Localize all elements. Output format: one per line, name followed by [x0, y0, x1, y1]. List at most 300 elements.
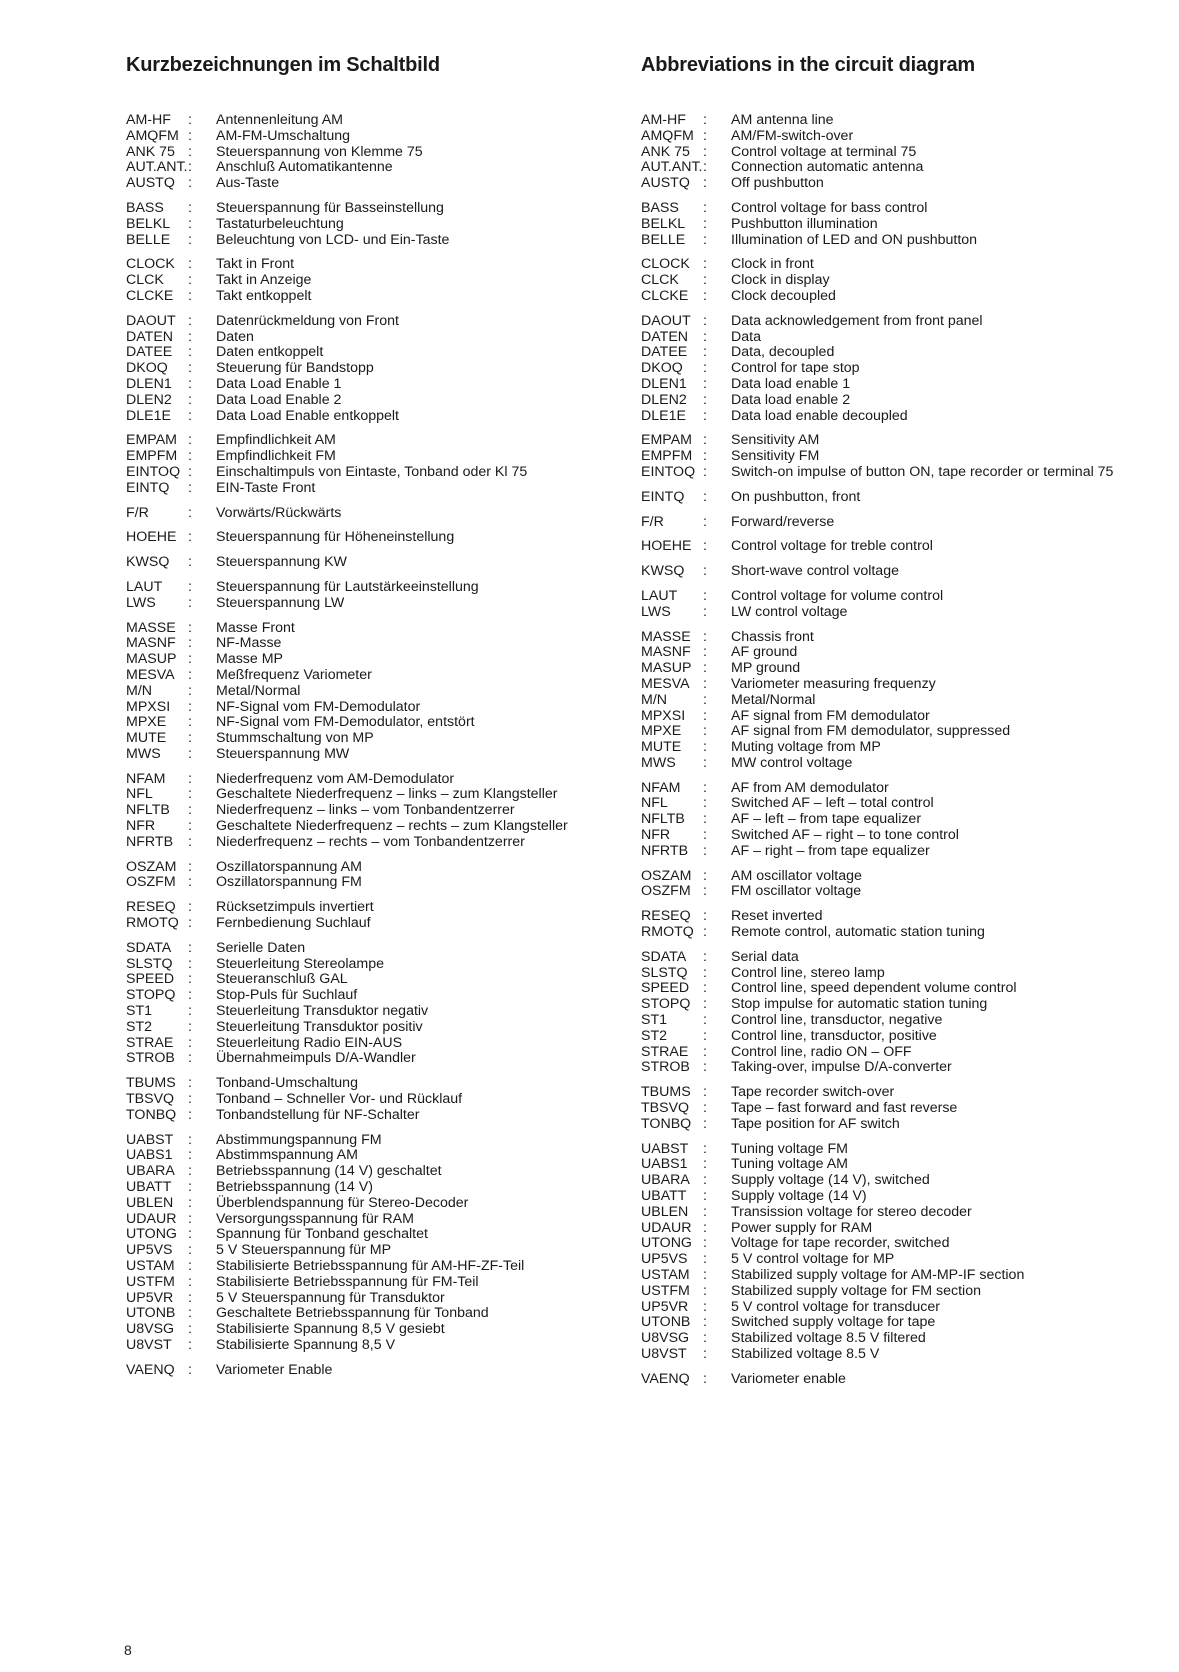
abbreviation-code: NFRTB [126, 833, 174, 850]
abbreviation-row [126, 1212, 626, 1228]
abbreviation-description: Control voltage at terminal 75 [731, 143, 917, 160]
abbreviation-description: Vorwärts/Rückwärts [216, 504, 342, 521]
abbreviation-description: Connection automatic antenna [731, 159, 924, 176]
abbreviation-row [126, 819, 626, 835]
abbreviation-description: Data load enable 1 [731, 375, 851, 392]
abbreviation-description: Data acknowledgement from front panel [731, 312, 983, 329]
separator: : [703, 1251, 707, 1268]
abbreviation-row [126, 1076, 626, 1092]
abbreviation-code: AM-HF [126, 112, 171, 128]
abbreviation-code: UTONB [641, 1314, 691, 1331]
separator: : [188, 874, 192, 891]
abbreviation-row [126, 433, 626, 449]
separator: : [188, 635, 192, 652]
separator: : [703, 964, 707, 981]
abbreviation-code: DATEE [641, 344, 688, 361]
abbreviation-description: Takt in Anzeige [216, 272, 312, 289]
abbreviation-code: KWSQ [641, 563, 685, 580]
abbreviation-code: DLEN1 [641, 375, 687, 392]
abbreviation-row [126, 652, 626, 668]
abbreviation-description: Steuerleitung Radio EIN-AUS [216, 1034, 403, 1051]
abbreviation-description: Meßfrequenz Variometer [216, 666, 372, 683]
abbreviation-description: Data load enable decoupled [731, 407, 908, 424]
abbreviation-code: BELLE [641, 231, 686, 248]
separator: : [703, 1345, 707, 1362]
abbreviation-group [641, 490, 1161, 506]
abbreviation-description: Clock decoupled [731, 287, 836, 304]
separator: : [188, 554, 192, 571]
separator: : [188, 1106, 192, 1123]
abbreviation-code: SPEED [126, 971, 175, 988]
abbreviation-row [641, 1205, 1161, 1221]
abbreviation-row [126, 145, 626, 161]
abbreviation-description: Tuning voltage FM [731, 1140, 848, 1157]
separator: : [703, 908, 707, 925]
abbreviation-row [641, 1085, 1161, 1101]
abbreviation-description: Steuerleitung Transduktor negativ [216, 1003, 429, 1020]
abbreviation-code: UDAUR [641, 1219, 692, 1236]
abbreviation-description: Variometer Enable [216, 1361, 333, 1378]
abbreviation-code: UBARA [641, 1172, 690, 1189]
abbreviation-code: NFR [641, 827, 671, 844]
abbreviation-code: MESVA [641, 675, 690, 692]
abbreviation-description: Steuerspannung für Höheneinstellung [216, 529, 455, 546]
separator: : [703, 256, 707, 273]
abbreviation-code: CLCKE [126, 287, 174, 304]
abbreviation-description: Stabilized supply voltage for FM section [731, 1282, 981, 1299]
separator: : [703, 754, 707, 771]
separator: : [188, 1003, 192, 1020]
abbreviation-description: FM oscillator voltage [731, 883, 862, 900]
separator: : [188, 818, 192, 835]
abbreviation-row [126, 803, 626, 819]
abbreviation-row [126, 1004, 626, 1020]
abbreviation-code: MASUP [641, 660, 692, 677]
abbreviation-row [126, 684, 626, 700]
abbreviation-description: Empfindlichkeit FM [216, 448, 336, 465]
abbreviation-code: NFAM [641, 779, 681, 796]
german-abbreviation-list [126, 113, 626, 1379]
abbreviation-row [126, 1108, 626, 1124]
separator: : [188, 328, 192, 345]
abbreviation-group [641, 113, 1161, 192]
abbreviation-description: Illumination of LED and ON pushbutton [731, 231, 978, 248]
abbreviation-description: Sensitivity FM [731, 448, 820, 465]
abbreviation-group [641, 314, 1161, 425]
separator: : [703, 360, 707, 377]
abbreviation-description: 5 V control voltage for transducer [731, 1298, 940, 1315]
abbreviation-row [641, 515, 1161, 531]
separator: : [188, 1147, 192, 1164]
abbreviation-row [126, 1363, 626, 1379]
abbreviation-group [641, 515, 1161, 531]
abbreviation-group [126, 1076, 626, 1123]
abbreviation-description: Übernahmeimpuls D/A-Wandler [216, 1050, 416, 1067]
separator: : [188, 745, 192, 762]
abbreviation-group [641, 564, 1161, 580]
separator: : [703, 644, 707, 661]
abbreviation-row [641, 1315, 1161, 1331]
abbreviation-row [126, 314, 626, 330]
abbreviation-group [126, 772, 626, 851]
abbreviation-row [126, 621, 626, 637]
abbreviation-code: U8VST [641, 1345, 687, 1362]
abbreviation-row [641, 605, 1161, 621]
abbreviation-description: AF from AM demodulator [731, 779, 889, 796]
abbreviation-description: Switched AF – left – total control [731, 795, 934, 812]
abbreviation-description: Tuning voltage AM [731, 1156, 848, 1173]
abbreviation-code: EINTQ [126, 479, 170, 496]
separator: : [703, 842, 707, 859]
abbreviation-code: SDATA [641, 948, 687, 965]
separator: : [703, 1298, 707, 1315]
abbreviation-description: AF – left – from tape equalizer [731, 811, 922, 828]
abbreviation-description: Tape recorder switch-over [731, 1084, 895, 1101]
abbreviation-code: F/R [641, 513, 664, 530]
abbreviation-description: Power supply for RAM [731, 1219, 873, 1236]
separator: : [703, 1172, 707, 1189]
abbreviation-row [641, 289, 1161, 305]
abbreviation-description: Überblendspannung für Stereo-Decoder [216, 1194, 469, 1211]
abbreviation-row [641, 1045, 1161, 1061]
abbreviation-row [126, 1148, 626, 1164]
abbreviation-code: UABST [126, 1131, 174, 1148]
abbreviation-row [641, 1221, 1161, 1237]
separator: : [703, 1282, 707, 1299]
abbreviation-description: Voltage for tape recorder, switched [731, 1235, 950, 1252]
separator: : [188, 899, 192, 916]
separator: : [188, 594, 192, 611]
abbreviation-description: Stummschaltung von MP [216, 730, 374, 747]
abbreviation-row [641, 377, 1161, 393]
abbreviation-description: Steuerspannung für Lautstärkeeinstellung [216, 578, 479, 595]
abbreviation-code: LAUT [641, 587, 678, 604]
separator: : [703, 675, 707, 692]
abbreviation-row [641, 709, 1161, 725]
abbreviation-code: UBARA [126, 1163, 175, 1180]
abbreviation-code: VAENQ [641, 1370, 690, 1387]
separator: : [703, 112, 707, 128]
separator: : [703, 811, 707, 828]
abbreviation-description: Geschaltete Niederfrequenz – rechts – zum Klangsteller [216, 818, 568, 835]
abbreviation-code: RESEQ [126, 899, 176, 916]
abbreviation-description: LW control voltage [731, 603, 848, 620]
abbreviation-code: SLSTQ [641, 964, 688, 981]
abbreviation-description: Chassis front [731, 628, 814, 645]
abbreviation-row [126, 941, 626, 957]
abbreviation-description: Tonband-Umschaltung [216, 1075, 358, 1092]
abbreviation-code: USTAM [641, 1267, 690, 1283]
separator: : [188, 529, 192, 546]
separator: : [703, 739, 707, 756]
abbreviation-description: Control voltage for volume control [731, 587, 944, 604]
abbreviation-group [126, 900, 626, 932]
separator: : [703, 1115, 707, 1132]
abbreviation-description: Antennenleitung AM [216, 112, 343, 128]
abbreviation-row [641, 1331, 1161, 1347]
abbreviation-row [126, 393, 626, 409]
abbreviation-code: AM-HF [641, 112, 686, 128]
abbreviation-row [126, 113, 626, 129]
abbreviation-description: Clock in display [731, 272, 830, 289]
abbreviation-code: RESEQ [641, 908, 691, 925]
abbreviation-description: Geschaltete Betriebsspannung für Tonband [216, 1305, 489, 1322]
abbreviation-description: AM/FM-switch-over [731, 127, 854, 144]
separator: : [188, 786, 192, 803]
separator: : [703, 375, 707, 392]
abbreviation-row [641, 1372, 1161, 1388]
abbreviation-row [126, 835, 626, 851]
separator: : [188, 143, 192, 160]
separator: : [703, 1267, 707, 1283]
abbreviation-row [641, 465, 1161, 481]
abbreviation-row [641, 393, 1161, 409]
separator: : [188, 360, 192, 377]
german-heading: Kurzbezeichnungen im Schaltbild [126, 54, 440, 76]
abbreviation-row [641, 1157, 1161, 1173]
abbreviation-code: BELKL [641, 215, 686, 232]
abbreviation-group [126, 433, 626, 496]
abbreviation-code: UP5VR [641, 1298, 689, 1315]
abbreviation-code: NFRTB [641, 842, 689, 859]
abbreviation-description: Beleuchtung von LCD- und Ein-Taste [216, 231, 450, 248]
abbreviation-code: EINTOQ [641, 463, 696, 480]
abbreviation-code: DKOQ [641, 360, 683, 377]
separator: : [188, 1163, 192, 1180]
abbreviation-description: Spannung für Tonband geschaltet [216, 1226, 428, 1243]
abbreviation-code: TBUMS [641, 1084, 691, 1101]
abbreviation-code: NFL [641, 795, 668, 812]
abbreviation-description: Variometer measuring frequenzy [731, 675, 936, 692]
abbreviation-row [126, 289, 626, 305]
separator: : [703, 1059, 707, 1076]
abbreviation-row [641, 361, 1161, 377]
abbreviation-description: Steuerung für Bandstopp [216, 360, 374, 377]
abbreviation-code: MUTE [126, 730, 167, 747]
separator: : [188, 287, 192, 304]
abbreviation-description: Abstimmungspannung FM [216, 1131, 382, 1148]
abbreviation-row [126, 273, 626, 289]
abbreviation-code: USTFM [126, 1273, 175, 1290]
abbreviation-row [641, 693, 1161, 709]
separator: : [703, 143, 707, 160]
abbreviation-row [641, 812, 1161, 828]
abbreviation-row [641, 1300, 1161, 1316]
abbreviation-description: Anschluß Automatikantenne [216, 159, 393, 176]
abbreviation-code: NFLTB [126, 802, 170, 819]
abbreviation-row [641, 257, 1161, 273]
abbreviation-row [126, 1133, 626, 1149]
abbreviation-row [641, 630, 1161, 646]
separator: : [703, 513, 707, 530]
abbreviation-code: MPXSI [126, 698, 171, 715]
abbreviation-code: TBSVQ [126, 1091, 175, 1108]
abbreviation-description: AF signal from FM demodulator [731, 707, 930, 724]
abbreviation-description: Metal/Normal [216, 682, 301, 699]
abbreviation-code: RMOTQ [641, 924, 694, 941]
abbreviation-description: Steuerspannung von Klemme 75 [216, 143, 423, 160]
abbreviation-group [126, 555, 626, 571]
abbreviation-description: Control voltage for treble control [731, 538, 933, 555]
abbreviation-row [126, 506, 626, 522]
abbreviation-code: BASS [641, 199, 679, 216]
abbreviation-code: MASNF [641, 644, 691, 661]
abbreviation-code: MPXE [126, 714, 167, 731]
abbreviation-description: Oszillatorspannung FM [216, 874, 362, 891]
separator: : [188, 504, 192, 521]
abbreviation-description: EIN-Taste Front [216, 479, 316, 496]
abbreviation-row [126, 1196, 626, 1212]
abbreviation-row [126, 1092, 626, 1108]
abbreviation-row [641, 645, 1161, 661]
separator: : [188, 971, 192, 988]
abbreviation-description: Steuerspannung MW [216, 745, 350, 762]
abbreviation-code: UP5VS [126, 1242, 173, 1259]
abbreviation-row [641, 433, 1161, 449]
abbreviation-row [641, 564, 1161, 580]
abbreviation-code: U8VSG [641, 1330, 690, 1347]
abbreviation-code: CLCKE [641, 287, 689, 304]
abbreviation-description: Supply voltage (14 V), switched [731, 1172, 930, 1189]
abbreviation-row [641, 997, 1161, 1013]
abbreviation-description: On pushbutton, front [731, 488, 861, 505]
abbreviation-row [126, 330, 626, 346]
abbreviation-description: Sensitivity AM [731, 432, 820, 449]
abbreviation-code: OSZAM [641, 867, 692, 884]
abbreviation-group [641, 589, 1161, 621]
separator: : [188, 1305, 192, 1322]
abbreviation-row [126, 731, 626, 747]
abbreviation-row [641, 966, 1161, 982]
abbreviation-description: Pushbutton illumination [731, 215, 878, 232]
abbreviation-description: AM oscillator voltage [731, 867, 862, 884]
abbreviation-code: UABS1 [126, 1147, 173, 1164]
abbreviation-code: MPXSI [641, 707, 686, 724]
separator: : [188, 272, 192, 289]
abbreviation-code: NFR [126, 818, 156, 835]
abbreviation-description: Variometer enable [731, 1370, 846, 1387]
abbreviation-code: LWS [126, 594, 156, 611]
separator: : [188, 391, 192, 408]
abbreviation-code: UABST [641, 1140, 689, 1157]
abbreviation-code: ST1 [641, 1012, 668, 1029]
abbreviation-code: MPXE [641, 723, 682, 740]
separator: : [188, 344, 192, 361]
abbreviation-description: 5 V control voltage for MP [731, 1251, 895, 1268]
abbreviation-row [126, 233, 626, 249]
abbreviation-description: 5 V Steuerspannung für Transduktor [216, 1289, 445, 1306]
abbreviation-description: Fernbedienung Suchlauf [216, 915, 371, 932]
abbreviation-code: DLEN1 [126, 375, 172, 392]
separator: : [188, 312, 192, 329]
abbreviation-row [126, 636, 626, 652]
abbreviation-row [641, 781, 1161, 797]
separator: : [703, 448, 707, 465]
abbreviation-code: UTONB [126, 1305, 176, 1322]
abbreviation-code: LWS [641, 603, 671, 620]
abbreviation-code: TONBQ [126, 1106, 177, 1123]
separator: : [188, 199, 192, 216]
abbreviation-row [641, 677, 1161, 693]
abbreviation-code: UBLEN [641, 1203, 689, 1220]
separator: : [188, 915, 192, 932]
abbreviation-row [126, 201, 626, 217]
abbreviation-row [126, 747, 626, 763]
abbreviation-code: STROB [126, 1050, 175, 1067]
abbreviation-row [641, 233, 1161, 249]
abbreviation-description: Steueranschluß GAL [216, 971, 348, 988]
abbreviation-description: Control for tape stop [731, 360, 860, 377]
abbreviation-group [641, 869, 1161, 901]
abbreviation-description: 5 V Steuerspannung für MP [216, 1242, 392, 1259]
abbreviation-code: MWS [641, 754, 676, 771]
abbreviation-code: UP5VR [126, 1289, 174, 1306]
separator: : [703, 1235, 707, 1252]
abbreviation-code: EMPAM [641, 432, 692, 449]
separator: : [188, 651, 192, 668]
abbreviation-description: Betriebsspannung (14 V) [216, 1179, 373, 1196]
separator: : [703, 1156, 707, 1173]
abbreviation-description: Data Load Enable 2 [216, 391, 342, 408]
abbreviation-code: UABS1 [641, 1156, 688, 1173]
abbreviation-group [126, 860, 626, 892]
abbreviation-group [641, 1085, 1161, 1132]
abbreviation-code: EMPAM [126, 432, 177, 449]
abbreviation-code: ST2 [126, 1018, 153, 1035]
abbreviation-row [126, 972, 626, 988]
separator: : [703, 779, 707, 796]
abbreviation-row [126, 772, 626, 788]
separator: : [703, 1012, 707, 1029]
abbreviation-code: SLSTQ [126, 955, 173, 972]
abbreviation-description: Serielle Daten [216, 939, 306, 956]
abbreviation-description: Stabilisierte Spannung 8,5 V [216, 1336, 396, 1353]
separator: : [188, 407, 192, 424]
abbreviation-row [126, 1020, 626, 1036]
abbreviation-row [641, 345, 1161, 361]
abbreviation-row [126, 1227, 626, 1243]
abbreviation-description: Data [731, 328, 761, 345]
abbreviation-description: Tonband – Schneller Vor- und Rücklauf [216, 1091, 463, 1108]
abbreviation-row [126, 1306, 626, 1322]
abbreviation-group [641, 201, 1161, 248]
page-number: 8 [124, 1642, 132, 1658]
abbreviation-code: USTAM [126, 1258, 175, 1274]
abbreviation-group [641, 433, 1161, 480]
abbreviation-row [126, 1338, 626, 1354]
abbreviation-group [126, 1133, 626, 1354]
abbreviation-description: Stop impulse for automatic station tuning [731, 996, 988, 1013]
abbreviation-code: HOEHE [126, 529, 177, 546]
separator: : [188, 432, 192, 449]
separator: : [188, 1050, 192, 1067]
abbreviation-row [126, 875, 626, 891]
abbreviation-description: Versorgungsspannung für RAM [216, 1210, 414, 1227]
separator: : [703, 883, 707, 900]
abbreviation-description: Data, decoupled [731, 344, 835, 361]
separator: : [703, 587, 707, 604]
separator: : [188, 939, 192, 956]
abbreviation-description: Switch-on impulse of button ON, tape recorder or terminal 75 [731, 463, 1114, 480]
abbreviation-code: DLE1E [126, 407, 171, 424]
abbreviation-description: Steuerspannung LW [216, 594, 345, 611]
separator: : [703, 391, 707, 408]
separator: : [188, 1034, 192, 1051]
abbreviation-code: NFL [126, 786, 153, 803]
abbreviation-description: Short-wave control voltage [731, 563, 899, 580]
separator: : [188, 698, 192, 715]
abbreviation-description: Reset inverted [731, 908, 823, 925]
